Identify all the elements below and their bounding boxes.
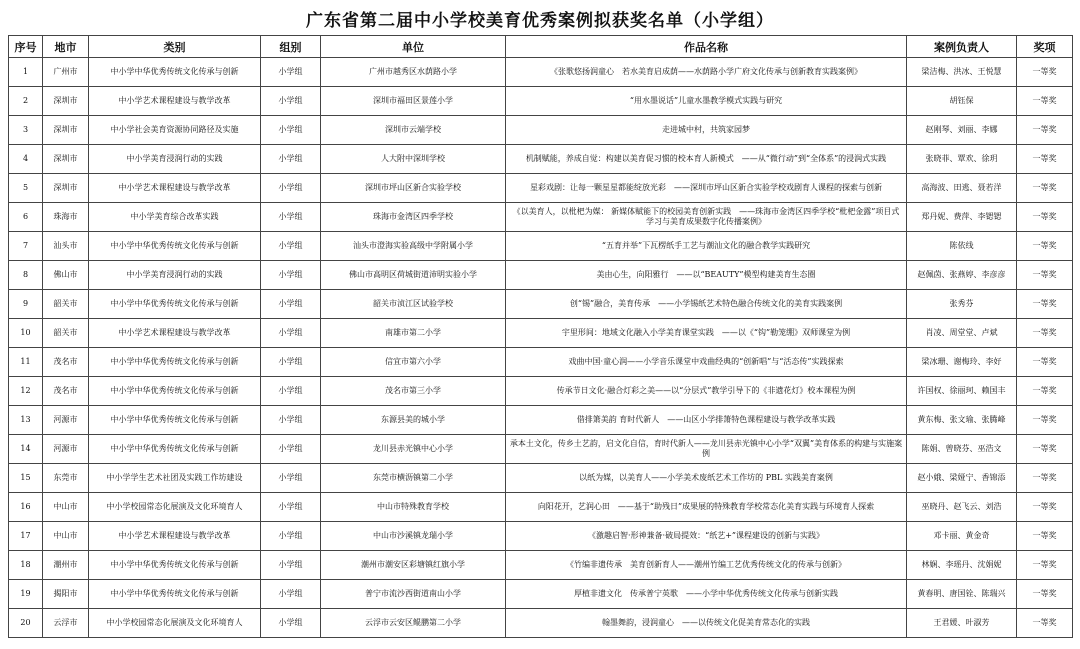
cell-unit: 深圳市云端学校 xyxy=(321,116,506,145)
cell-no: 4 xyxy=(9,145,43,174)
cell-category: 中小学社会美育资源协同路径及实施 xyxy=(89,116,261,145)
cell-unit: 信宜市第六小学 xyxy=(321,348,506,377)
cell-no: 8 xyxy=(9,261,43,290)
table-row xyxy=(9,377,1073,406)
cell-award: 一等奖 xyxy=(1017,435,1073,464)
cell-city: 深圳市 xyxy=(43,145,89,174)
table-row xyxy=(9,435,1073,464)
cell-category: 中小学中华优秀传统文化传承与创新 xyxy=(89,232,261,261)
cell-work: 宇里形间：地域文化融入小学美育课堂实践 ——以《“钩”勒笼绷》双师课堂为例 xyxy=(506,319,907,348)
cell-leaders: 张秀芬 xyxy=(907,290,1017,319)
cell-group: 小学组 xyxy=(261,522,321,551)
cell-unit: 中山市特殊教育学校 xyxy=(321,493,506,522)
table-row xyxy=(9,522,1073,551)
cell-group: 小学组 xyxy=(261,551,321,580)
cell-award: 一等奖 xyxy=(1017,348,1073,377)
cell-leaders: 许国权、徐丽珂、赖国丰 xyxy=(907,377,1017,406)
cell-category: 中小学中华优秀传统文化传承与创新 xyxy=(89,58,261,87)
cell-work: 向阳花开，艺润心田 ——基于“助残日”成果展的特殊教育学校常态化美育实践与环境育人探索 xyxy=(506,493,907,522)
cell-unit: 汕头市澄海实验高级中学附属小学 xyxy=(321,232,506,261)
cell-group: 小学组 xyxy=(261,174,321,203)
cell-unit: 中山市沙溪镇龙瑞小学 xyxy=(321,522,506,551)
cell-work: “五育并举”下瓦楞纸手工艺与潮汕文化的融合教学实践研究 xyxy=(506,232,907,261)
header-work: 作品名称 xyxy=(506,36,907,58)
cell-work: 厚植非遗文化 传承普宁英歌 ——小学中华优秀传统文化传承与创新实践 xyxy=(506,580,907,609)
cell-city: 佛山市 xyxy=(43,261,89,290)
cell-group: 小学组 xyxy=(261,348,321,377)
table-row xyxy=(9,261,1073,290)
cell-group: 小学组 xyxy=(261,580,321,609)
cell-unit: 普宁市流沙西街道南山小学 xyxy=(321,580,506,609)
cell-no: 13 xyxy=(9,406,43,435)
cell-category: 中小学中华优秀传统文化传承与创新 xyxy=(89,406,261,435)
award-list-table xyxy=(8,35,1073,638)
cell-no: 14 xyxy=(9,435,43,464)
header-award: 奖项 xyxy=(1017,36,1073,58)
cell-leaders: 黄东梅、张文瑜、张腾峰 xyxy=(907,406,1017,435)
table-row xyxy=(9,290,1073,319)
cell-city: 深圳市 xyxy=(43,174,89,203)
cell-work: 戏曲中国·童心润——小学音乐课堂中戏曲经典的“创新唱”与“活态传”实践探索 xyxy=(506,348,907,377)
cell-unit: 珠海市金湾区四季学校 xyxy=(321,203,506,232)
table-header-row xyxy=(9,36,1073,58)
header-group: 组别 xyxy=(261,36,321,58)
cell-leaders: 林娴、李瑶丹、沈娟妮 xyxy=(907,551,1017,580)
cell-group: 小学组 xyxy=(261,435,321,464)
cell-no: 6 xyxy=(9,203,43,232)
cell-category: 中小学中华优秀传统文化传承与创新 xyxy=(89,290,261,319)
cell-unit: 茂名市第三小学 xyxy=(321,377,506,406)
cell-category: 中小学校园常态化展演及文化环境育人 xyxy=(89,609,261,638)
cell-city: 茂名市 xyxy=(43,377,89,406)
cell-category: 中小学中华优秀传统文化传承与创新 xyxy=(89,580,261,609)
cell-award: 一等奖 xyxy=(1017,290,1073,319)
cell-work: 借排箫美韵 育时代新人 ——山区小学排箫特色课程建设与教学改革实践 xyxy=(506,406,907,435)
cell-leaders: 陈依线 xyxy=(907,232,1017,261)
cell-award: 一等奖 xyxy=(1017,464,1073,493)
cell-work: 创“锡”融合，美育传承 ——小学锡纸艺术特色融合传统文化的美育实践案例 xyxy=(506,290,907,319)
header-category: 类别 xyxy=(89,36,261,58)
cell-category: 中小学美育浸润行动的实践 xyxy=(89,261,261,290)
cell-city: 韶关市 xyxy=(43,290,89,319)
table-row xyxy=(9,609,1073,638)
cell-no: 12 xyxy=(9,377,43,406)
cell-category: 中小学艺术课程建设与教学改革 xyxy=(89,87,261,116)
cell-leaders: 郑丹妮、费萍、李锶锶 xyxy=(907,203,1017,232)
cell-city: 潮州市 xyxy=(43,551,89,580)
cell-group: 小学组 xyxy=(261,261,321,290)
cell-category: 中小学中华优秀传统文化传承与创新 xyxy=(89,377,261,406)
cell-leaders: 赵刚琴、刘丽、李娜 xyxy=(907,116,1017,145)
cell-work: 走进城中村，共筑家园梦 xyxy=(506,116,907,145)
table-row xyxy=(9,87,1073,116)
cell-no: 10 xyxy=(9,319,43,348)
cell-no: 2 xyxy=(9,87,43,116)
cell-city: 韶关市 xyxy=(43,319,89,348)
cell-work: 承本土文化，传乡土艺韵，启文化自信，育时代新人——龙川县赤光镇中心小学“双翼”美育体系的构建与实施案例 xyxy=(506,435,907,464)
cell-award: 一等奖 xyxy=(1017,116,1073,145)
cell-group: 小学组 xyxy=(261,203,321,232)
cell-leaders: 黄春明、唐国铨、陈瑞兴 xyxy=(907,580,1017,609)
cell-city: 河源市 xyxy=(43,435,89,464)
cell-category: 中小学中华优秀传统文化传承与创新 xyxy=(89,435,261,464)
table-row xyxy=(9,348,1073,377)
cell-award: 一等奖 xyxy=(1017,145,1073,174)
cell-award: 一等奖 xyxy=(1017,609,1073,638)
cell-category: 中小学美育综合改革实践 xyxy=(89,203,261,232)
cell-award: 一等奖 xyxy=(1017,87,1073,116)
cell-leaders: 张晓菲、覃欢、徐玥 xyxy=(907,145,1017,174)
cell-city: 云浮市 xyxy=(43,609,89,638)
cell-award: 一等奖 xyxy=(1017,261,1073,290)
table-row xyxy=(9,58,1073,87)
cell-no: 7 xyxy=(9,232,43,261)
table-row xyxy=(9,580,1073,609)
cell-city: 汕头市 xyxy=(43,232,89,261)
cell-group: 小学组 xyxy=(261,464,321,493)
cell-no: 20 xyxy=(9,609,43,638)
cell-group: 小学组 xyxy=(261,377,321,406)
cell-award: 一等奖 xyxy=(1017,203,1073,232)
cell-group: 小学组 xyxy=(261,609,321,638)
cell-no: 11 xyxy=(9,348,43,377)
cell-leaders: 梁洁梅、洪冰、王悦慧 xyxy=(907,58,1017,87)
cell-category: 中小学中华优秀传统文化传承与创新 xyxy=(89,551,261,580)
cell-work: 传承节日文化·融合灯彩之美——以“分层式”教学引导下的《非遗花灯》校本课程为例 xyxy=(506,377,907,406)
cell-no: 16 xyxy=(9,493,43,522)
cell-leaders: 邓卡丽、黄金奇 xyxy=(907,522,1017,551)
cell-work: 《以美育人，以枇杷为媒： 新媒体赋能下的校园美育创新实践 ——珠海市金湾区四季学校“枇杷金露”项目式学习与美育成果数字化传播案例》 xyxy=(506,203,907,232)
cell-city: 中山市 xyxy=(43,493,89,522)
table-row xyxy=(9,174,1073,203)
cell-leaders: 胡钰保 xyxy=(907,87,1017,116)
cell-work: 星彩戏剧：让每一颗星星都能绽放光彩 ——深圳市坪山区新合实验学校戏剧育人课程的探索与创新 xyxy=(506,174,907,203)
cell-category: 中小学艺术课程建设与教学改革 xyxy=(89,522,261,551)
cell-award: 一等奖 xyxy=(1017,406,1073,435)
table-row xyxy=(9,145,1073,174)
cell-unit: 龙川县赤光镇中心小学 xyxy=(321,435,506,464)
cell-award: 一等奖 xyxy=(1017,377,1073,406)
cell-city: 深圳市 xyxy=(43,116,89,145)
header-no: 序号 xyxy=(9,36,43,58)
cell-group: 小学组 xyxy=(261,87,321,116)
cell-city: 珠海市 xyxy=(43,203,89,232)
cell-award: 一等奖 xyxy=(1017,58,1073,87)
table-row xyxy=(9,464,1073,493)
cell-leaders: 王君媛、叶淑芳 xyxy=(907,609,1017,638)
cell-category: 中小学校园常态化展演及文化环境育人 xyxy=(89,493,261,522)
cell-leaders: 梁冰珊、谢梅玲、李好 xyxy=(907,348,1017,377)
cell-work: 《张歌悠扬润童心 若水美育启成荫——水荫路小学广府文化传承与创新教育实践案例》 xyxy=(506,58,907,87)
cell-work: 《竹编非遗传承 美育创新育人——潮州竹编工艺优秀传统文化的传承与创新》 xyxy=(506,551,907,580)
table-row xyxy=(9,493,1073,522)
cell-unit: 东源县美的城小学 xyxy=(321,406,506,435)
cell-group: 小学组 xyxy=(261,116,321,145)
cell-award: 一等奖 xyxy=(1017,232,1073,261)
cell-award: 一等奖 xyxy=(1017,580,1073,609)
table-row xyxy=(9,319,1073,348)
cell-group: 小学组 xyxy=(261,406,321,435)
cell-leaders: 巫晓丹、赵飞云、刘浩 xyxy=(907,493,1017,522)
cell-unit: 潮州市潮安区彩塘镇红旗小学 xyxy=(321,551,506,580)
cell-award: 一等奖 xyxy=(1017,174,1073,203)
cell-no: 1 xyxy=(9,58,43,87)
cell-no: 5 xyxy=(9,174,43,203)
cell-unit: 东莞市横沥镇第二小学 xyxy=(321,464,506,493)
table-row xyxy=(9,116,1073,145)
cell-unit: 韶关市浈江区试验学校 xyxy=(321,290,506,319)
cell-unit: 人大附中深圳学校 xyxy=(321,145,506,174)
cell-unit: 佛山市高明区荷城街道沛明实验小学 xyxy=(321,261,506,290)
table-row xyxy=(9,232,1073,261)
cell-city: 深圳市 xyxy=(43,87,89,116)
cell-leaders: 肖凌、周堂堂、卢斌 xyxy=(907,319,1017,348)
cell-leaders: 陈娟、曾晓芬、巫浩文 xyxy=(907,435,1017,464)
cell-no: 9 xyxy=(9,290,43,319)
cell-city: 揭阳市 xyxy=(43,580,89,609)
cell-leaders: 高海波、田逃、聂若洋 xyxy=(907,174,1017,203)
cell-category: 中小学学生艺术社团及实践工作坊建设 xyxy=(89,464,261,493)
cell-group: 小学组 xyxy=(261,58,321,87)
cell-work: 《激趣启智·形神兼备·破局提效：“纸艺+”课程建设的创新与实践》 xyxy=(506,522,907,551)
cell-group: 小学组 xyxy=(261,290,321,319)
cell-unit: 云浮市云安区鲲鹏第二小学 xyxy=(321,609,506,638)
document-title: 广东省第二届中小学校美育优秀案例拟获奖名单（小学组） xyxy=(306,11,774,31)
cell-award: 一等奖 xyxy=(1017,319,1073,348)
cell-no: 17 xyxy=(9,522,43,551)
cell-award: 一等奖 xyxy=(1017,522,1073,551)
cell-award: 一等奖 xyxy=(1017,551,1073,580)
table-row xyxy=(9,406,1073,435)
cell-unit: 广州市越秀区水荫路小学 xyxy=(321,58,506,87)
cell-no: 18 xyxy=(9,551,43,580)
cell-group: 小学组 xyxy=(261,145,321,174)
cell-no: 15 xyxy=(9,464,43,493)
cell-city: 河源市 xyxy=(43,406,89,435)
cell-unit: 深圳市福田区景莲小学 xyxy=(321,87,506,116)
cell-group: 小学组 xyxy=(261,319,321,348)
cell-leaders: 赵佩茵、张燕婷、李彦彦 xyxy=(907,261,1017,290)
cell-leaders: 赵小娥、梁娅宁、香锦添 xyxy=(907,464,1017,493)
cell-work: 翰墨舞韵，浸润童心 ——以传统文化促美育常态化的实践 xyxy=(506,609,907,638)
cell-unit: 深圳市坪山区新合实验学校 xyxy=(321,174,506,203)
header-city: 地市 xyxy=(43,36,89,58)
cell-category: 中小学艺术课程建设与教学改革 xyxy=(89,174,261,203)
cell-city: 东莞市 xyxy=(43,464,89,493)
cell-no: 3 xyxy=(9,116,43,145)
cell-city: 中山市 xyxy=(43,522,89,551)
cell-category: 中小学艺术课程建设与教学改革 xyxy=(89,319,261,348)
cell-category: 中小学美育浸润行动的实践 xyxy=(89,145,261,174)
cell-group: 小学组 xyxy=(261,493,321,522)
cell-group: 小学组 xyxy=(261,232,321,261)
table-row xyxy=(9,551,1073,580)
cell-no: 19 xyxy=(9,580,43,609)
header-unit: 单位 xyxy=(321,36,506,58)
cell-category: 中小学中华优秀传统文化传承与创新 xyxy=(89,348,261,377)
header-leaders: 案例负责人 xyxy=(907,36,1017,58)
table-row xyxy=(9,203,1073,232)
cell-work: 机制赋能，养成自觉：构建以美育促习惯的校本育人新模式 ——从“微行动”到“全体系”的浸润式实践 xyxy=(506,145,907,174)
cell-work: 以纸为媒，以美育人——小学美术废纸艺术工作坊的 PBL 实践美育案例 xyxy=(506,464,907,493)
cell-city: 茂名市 xyxy=(43,348,89,377)
cell-unit: 南雄市第二小学 xyxy=(321,319,506,348)
cell-work: “用水墨说话”儿童水墨教学模式实践与研究 xyxy=(506,87,907,116)
cell-work: 美由心生，向阳雅行 ——以“BEAUTY”模型构建美育生态圈 xyxy=(506,261,907,290)
cell-award: 一等奖 xyxy=(1017,493,1073,522)
cell-city: 广州市 xyxy=(43,58,89,87)
